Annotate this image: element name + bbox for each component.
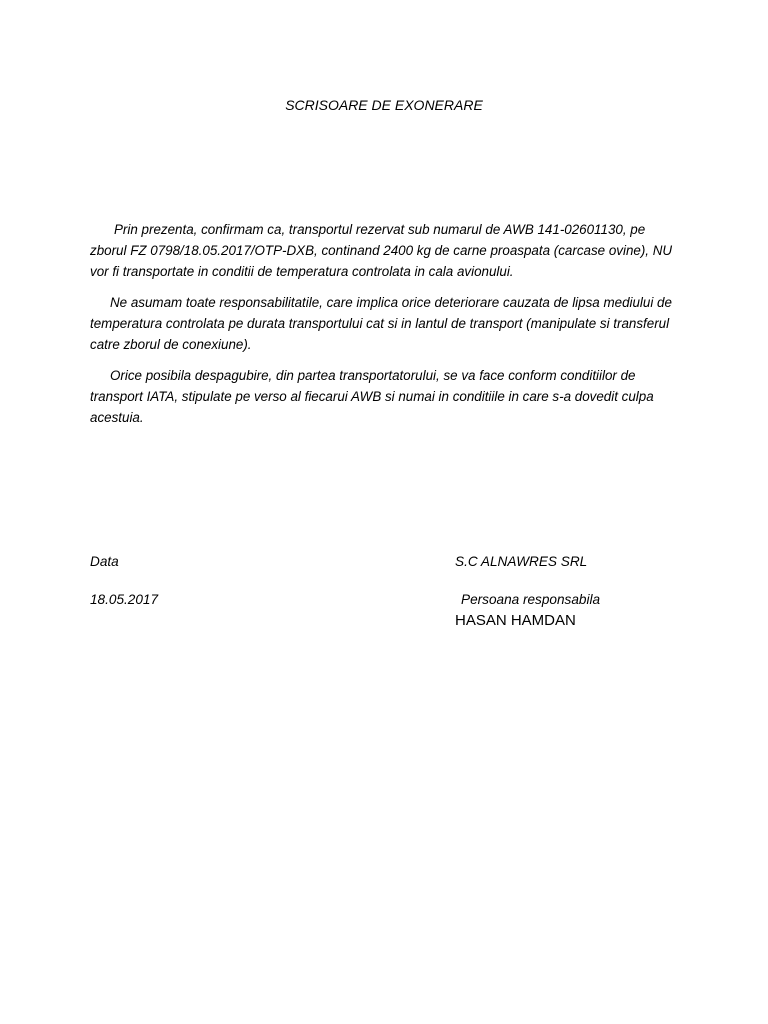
company-name: S.C ALNAWRES SRL	[455, 554, 588, 569]
document-title: SCRISOARE DE EXONERARE	[285, 97, 483, 113]
paragraph-confirmation: Prin prezenta, confirmam ca, transportul rezervat sub numarul de AWB 141-02601130, pe zborul FZ 0798/18.05.2017/OTP-DXB, continand 2400 kg de carne proaspata (carcase ovine), NU vor fi transportate in conditii de temperatura controlata in cala avionului.	[90, 222, 673, 279]
paragraph-responsibility: Ne asumam toate responsabilitatile, care implica orice deteriorare cauzata de lipsa mediului de temperatura controlata pe durata transportului cat si in lantul de transport (manipulate si transferul catre zborul de conexiune).	[90, 295, 672, 352]
paragraph-compensation: Orice posibila despagubire, din partea transportatorului, se va face conform conditiilor de transport IATA, stipulate pe verso al fiecarui AWB si numai in conditiile in care s-a dovedit culpa acestuia.	[90, 368, 654, 425]
date-label: Data	[90, 554, 119, 569]
document-body	[90, 219, 680, 438]
responsible-person-label: Persoana responsabila	[461, 592, 601, 607]
date-value: 18.05.2017	[90, 592, 159, 607]
responsible-person-name: HASAN HAMDAN	[455, 612, 576, 629]
